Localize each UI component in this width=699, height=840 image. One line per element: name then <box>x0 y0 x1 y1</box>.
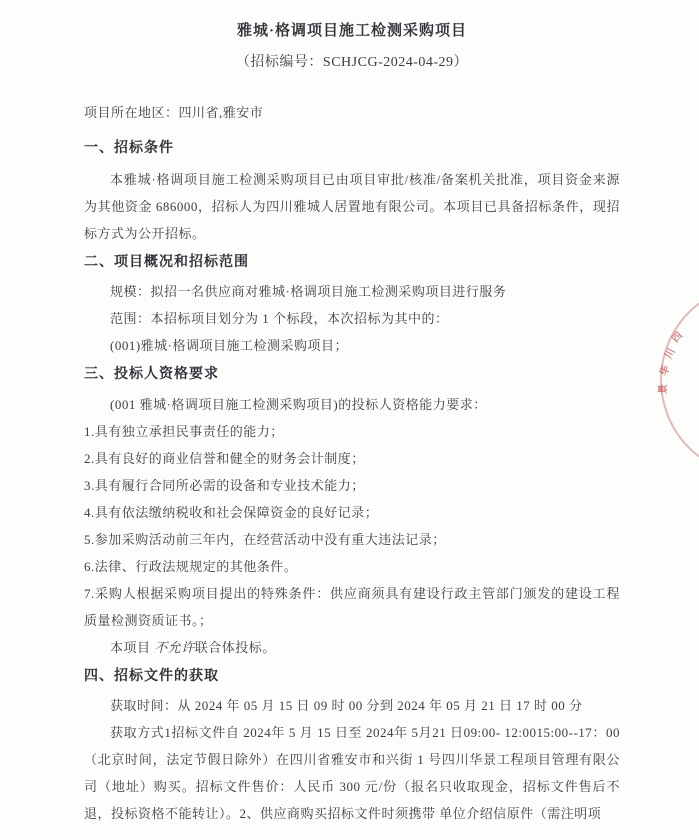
red-seal-char: 景 <box>657 383 670 395</box>
section-1-body: 本雅城·格调项目施工检测采购项目已由项目审批/核准/备案机关批准，项目资金来源为其他资金 686000，招标人为四川雅城人居置地有限公司。本项目已具备招标条件，现招标方式为公开招标。 <box>84 172 620 241</box>
project-location: 项目所在地区：四川省,雅安市 <box>84 105 264 120</box>
document-content <box>84 20 620 827</box>
red-seal-char: 四 <box>670 330 686 346</box>
obtain-time: 获取时间：从 2024 年 05 月 15 日 09 时 00 分到 2024 年 05 月 21 日 17 时 00 分 <box>110 698 583 713</box>
qualification-item: 2.具有良好的商业信誉和健全的财务会计制度； <box>84 451 365 466</box>
section-4-heading: 四、招标文件的获取 <box>84 669 219 684</box>
joint-bid-prefix: 本项目 <box>110 640 155 655</box>
section-2-heading: 二、项目概况和招标范围 <box>84 255 249 270</box>
project-scale: 规模：拟招一名供应商对雅城·格调项目施工检测采购项目进行服务 <box>110 284 507 299</box>
section-1-heading: 一、招标条件 <box>84 141 174 156</box>
joint-bid-suffix: 联合体投标。 <box>194 640 276 655</box>
joint-bid-statement <box>84 634 620 661</box>
red-seal-icon <box>657 283 699 477</box>
qualification-item: 5.参加采购活动前三年内，在经营活动中没有重大违法记录； <box>84 532 446 547</box>
section-3-heading: 三、投标人资格要求 <box>84 367 219 382</box>
red-seal-char: 华 <box>658 364 673 378</box>
joint-bid-emphasis: 不允许 <box>154 640 195 655</box>
document-title: 雅城·格调项目施工检测采购项目 <box>236 23 467 39</box>
red-seal-char: 川 <box>663 346 678 361</box>
tender-number: （招标编号：SCHJCG-2024-04-29） <box>235 55 469 70</box>
qualification-item: 7.采购人根据采购项目提出的特殊条件：供应商须具有建设行政主管部门颁发的建设工程质量检测资质证书。； <box>84 586 620 628</box>
qualification-item: 6.法律、行政法规规定的其他条件。 <box>84 559 298 574</box>
qualification-item: 3.具有履行合同所必需的设备和专业技术能力； <box>84 478 365 493</box>
qualification-item: 4.具有依法缴纳税收和社会保障资金的良好记录； <box>84 505 379 520</box>
qualification-item: 1.具有独立承担民事责任的能力； <box>84 424 284 439</box>
qualification-intro: (001 雅城·格调项目施工检测采购项目)的投标人资格能力要求： <box>110 397 487 412</box>
lot-001: (001)雅城·格调项目施工检测采购项目； <box>110 338 348 353</box>
obtain-method: 获取方式1招标文件自 2024年 5 月 15 日至 2024年 5月21 日09:00- 12:0015:00--17：00（北京时间，法定节假日除外）在四川省雅安市和兴街 1 号四川华景工程项目管理有限公司（地址）购买。招标文件售价：人民币 300 元/份（报名只收取现金，招标文件售后不退，投标资格不能转让）。2、供应商购买招标文件时须携带 单位介绍信原件（需注明项 <box>84 725 620 821</box>
project-scope: 范围：本招标项目划分为 1 个标段，本次招标为其中的： <box>110 311 449 326</box>
